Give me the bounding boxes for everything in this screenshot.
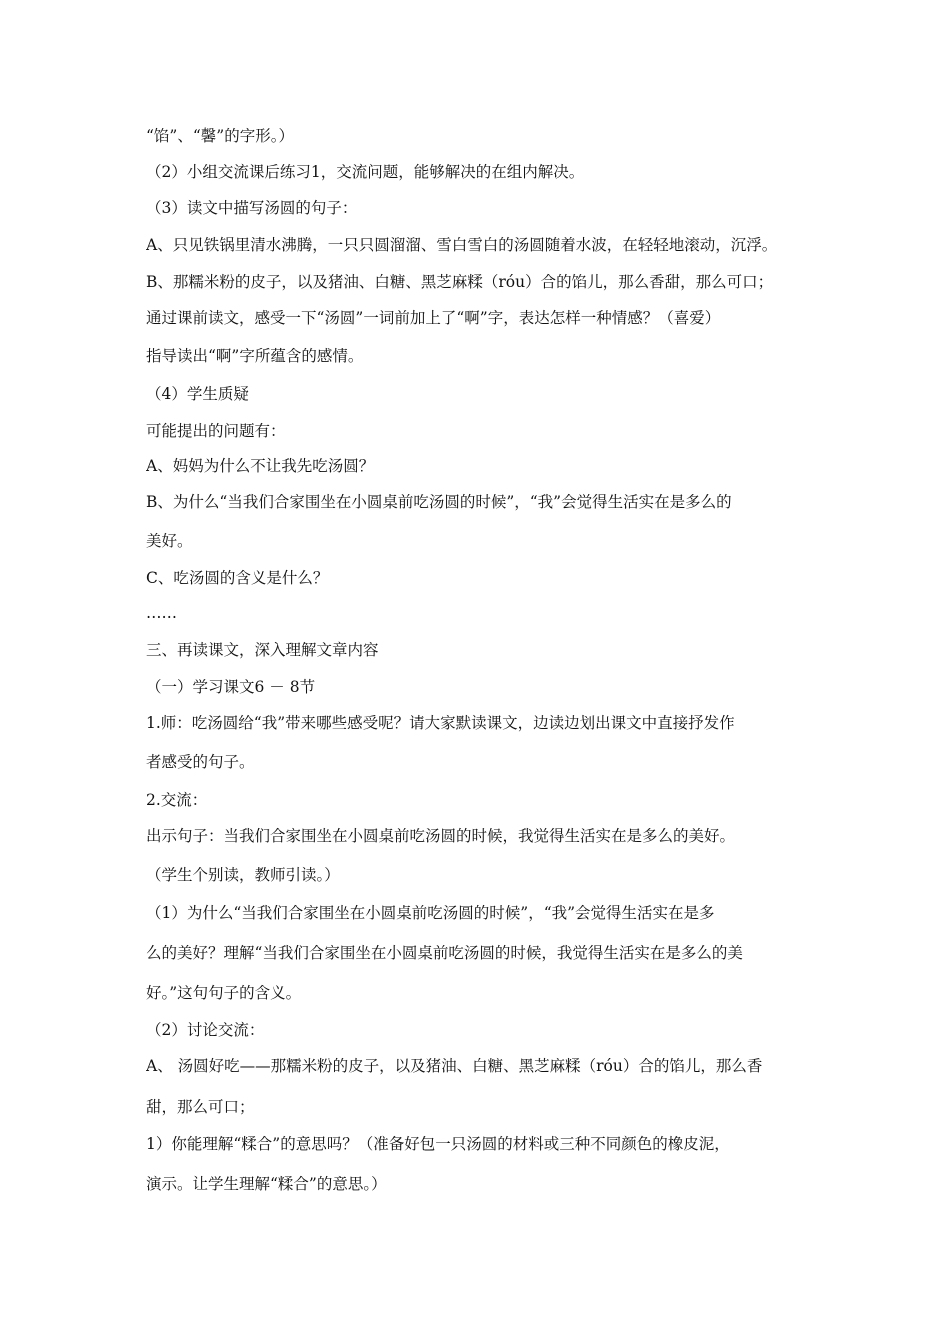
- text-line: （学生个别读，教师引读。）: [146, 866, 340, 884]
- text-line: B、那糯米粉的皮子，以及猪油、白糖、黑芝麻糅（róu）合的馅儿，那么香甜，那么可口；: [146, 273, 774, 291]
- ellipsis: ……: [146, 604, 177, 622]
- text-line: 指导读出“啊”字所蕴含的感情。: [146, 347, 364, 365]
- text-line: （4）学生质疑: [146, 385, 249, 403]
- text-line: 出示句子：当我们合家围坐在小圆桌前吃汤圆的时候，我觉得生活实在是多么的美好。: [146, 827, 736, 845]
- text-line: （2）小组交流课后练习1，交流问题，能够解决的在组内解决。: [146, 163, 585, 181]
- text-line: 可能提出的问题有：: [146, 422, 286, 440]
- text-line: 1.师：吃汤圆给“我”带来哪些感受呢？请大家默读课文，边读边划出课文中直接抒发作: [146, 714, 735, 732]
- subsection-heading: （一）学习课文6 － 8节: [146, 678, 316, 696]
- text-line: B、为什么“当我们合家围坐在小圆桌前吃汤圆的时候”，“我”会觉得生活实在是多么的: [146, 493, 732, 511]
- text-line: 美好。: [146, 532, 193, 550]
- text-line: C、吃汤圆的含义是什么？: [146, 569, 329, 587]
- text-line: 好。”这句句子的含义。: [146, 984, 302, 1002]
- text-line: 2.交流：: [146, 791, 208, 809]
- text-line: 者感受的句子。: [146, 753, 255, 771]
- text-line: 么的美好？理解“当我们合家围坐在小圆桌前吃汤圆的时候，我觉得生活实在是多么的美: [146, 944, 743, 962]
- text-line: 1）你能理解“糅合”的意思吗？（准备好包一只汤圆的材料或三种不同颜色的橡皮泥，: [146, 1135, 730, 1153]
- text-line: （3）读文中描写汤圆的句子：: [146, 199, 358, 217]
- text-line: 甜，那么可口；: [146, 1098, 255, 1116]
- section-heading: 三、再读课文，深入理解文章内容: [146, 641, 379, 659]
- text-line: 演示。让学生理解“糅合”的意思。）: [146, 1175, 387, 1193]
- text-line: 通过课前读文，感受一下“汤圆”一词前加上了“啊”字，表达怎样一种情感？（喜爱）: [146, 309, 721, 327]
- text-line: “馅”、“馨”的字形。）: [146, 127, 294, 145]
- text-line: A、 汤圆好吃——那糯米粉的皮子，以及猪油、白糖、黑芝麻糅（róu）合的馅儿，那么香: [146, 1057, 763, 1075]
- text-line: （2）讨论交流：: [146, 1021, 265, 1039]
- text-line: （1）为什么“当我们合家围坐在小圆桌前吃汤圆的时候”，“我”会觉得生活实在是多: [146, 904, 715, 922]
- text-line: A、只见铁锅里清水沸腾，一只只圆溜溜、雪白雪白的汤圆随着水波，在轻轻地滚动，沉浮。: [146, 236, 778, 254]
- text-line: A、妈妈为什么不让我先吃汤圆？: [146, 457, 375, 475]
